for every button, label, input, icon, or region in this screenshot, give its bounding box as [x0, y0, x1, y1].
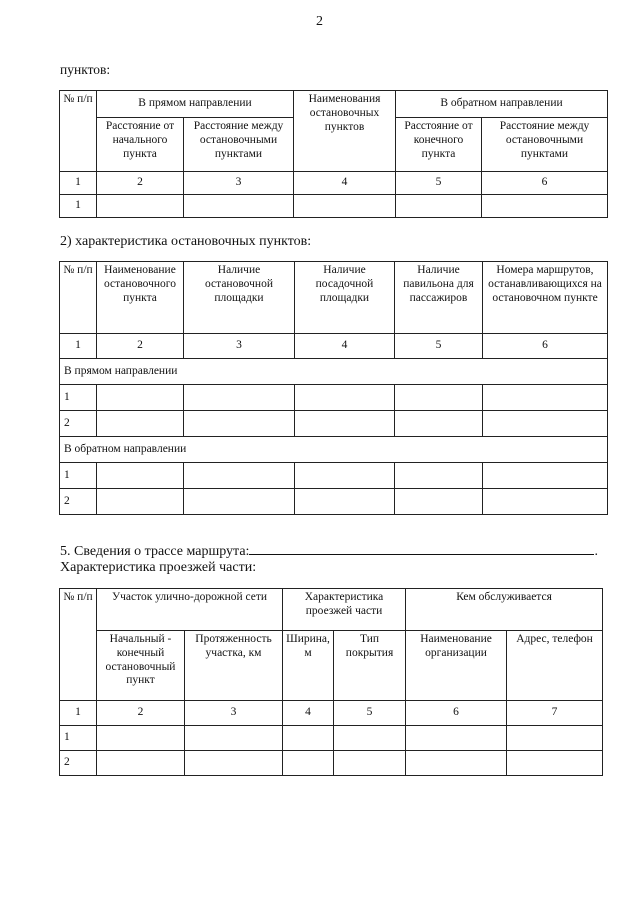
table-row	[60, 463, 608, 489]
table-cell	[483, 385, 608, 411]
served-by-header: Кем обслуживается	[406, 589, 603, 631]
route-numbers-header: Номера маршрутов, останавливающихся на остановочном пункте	[483, 262, 608, 334]
table-cell	[294, 195, 396, 218]
row-number: 1	[60, 195, 97, 218]
stop-name-header: Наименование остановочного пункта	[97, 262, 184, 334]
table-cell	[184, 463, 295, 489]
forward-direction-row	[60, 359, 608, 385]
col-num-header: № п/п	[60, 91, 97, 172]
intro-text: пунктов:	[60, 62, 111, 77]
table-header-row	[60, 91, 608, 118]
page-number: 2	[316, 14, 323, 29]
backward-direction-row	[60, 437, 608, 463]
table-cell	[482, 195, 608, 218]
table-cell	[507, 751, 603, 776]
col-number: 2	[97, 334, 184, 359]
table-cell	[184, 195, 294, 218]
col-number: 6	[483, 334, 608, 359]
col-number: 2	[97, 172, 184, 195]
col-number: 3	[185, 701, 283, 726]
table-cell	[395, 411, 483, 437]
dist-between-backward-header: Расстояние между остановочными пунктами	[482, 118, 608, 172]
column-number-row	[60, 334, 608, 359]
table-cell	[406, 751, 507, 776]
stops-characteristics-table	[59, 261, 608, 515]
table-cell	[295, 411, 395, 437]
row-number: 1	[60, 463, 97, 489]
column-number-row	[60, 172, 608, 195]
column-number-row	[60, 701, 603, 726]
table-cell	[283, 751, 334, 776]
table-cell	[97, 195, 184, 218]
table-cell	[295, 385, 395, 411]
col-number: 4	[295, 334, 395, 359]
table-cell	[334, 726, 406, 751]
table-cell	[97, 463, 184, 489]
table-cell	[97, 385, 184, 411]
table-cell	[334, 751, 406, 776]
row-number: 1	[60, 385, 97, 411]
col-num-header: № п/п	[60, 262, 97, 334]
col-number: 5	[395, 334, 483, 359]
table-cell	[184, 385, 295, 411]
col-number: 5	[396, 172, 482, 195]
table-cell	[483, 489, 608, 515]
col-number: 3	[184, 334, 295, 359]
row-number: 1	[60, 726, 97, 751]
section-5-title-line	[60, 542, 598, 560]
row-number: 2	[60, 411, 97, 437]
table-cell	[97, 726, 185, 751]
table-cell	[185, 726, 283, 751]
roadway-table	[59, 588, 603, 776]
table-cell	[295, 489, 395, 515]
table-subheader-row	[60, 631, 603, 701]
segment-length-header: Протяженность участка, км	[185, 631, 283, 701]
road-segment-header: Участок улично-дорожной сети	[97, 589, 283, 631]
table-cell	[185, 751, 283, 776]
stops-distance-table	[59, 90, 608, 218]
table-cell	[97, 411, 184, 437]
route-blank-line	[249, 542, 594, 555]
row-number: 2	[60, 751, 97, 776]
table-cell	[97, 489, 184, 515]
stop-platform-header: Наличие остановочной площадки	[184, 262, 295, 334]
dist-between-forward-header: Расстояние между остановочными пунктами	[184, 118, 294, 172]
section-5-subtitle: Характеристика проезжей части:	[60, 560, 257, 575]
table-row	[60, 385, 608, 411]
table-cell	[507, 726, 603, 751]
col-number: 7	[507, 701, 603, 726]
table-cell	[295, 463, 395, 489]
table-cell	[283, 726, 334, 751]
forward-direction-header: В прямом направлении	[97, 91, 294, 118]
table-cell	[184, 489, 295, 515]
col-number: 4	[283, 701, 334, 726]
col-num-header: № п/п	[60, 589, 97, 701]
width-header: Ширина, м	[283, 631, 334, 701]
table-cell	[483, 463, 608, 489]
backward-direction-label: В обратном направлении	[60, 437, 608, 463]
organization-name-header: Наименование организации	[406, 631, 507, 701]
table-header-row	[60, 262, 608, 334]
forward-direction-label: В прямом направлении	[60, 359, 608, 385]
table-row	[60, 726, 603, 751]
col-number: 4	[294, 172, 396, 195]
col-number: 6	[406, 701, 507, 726]
table-cell	[396, 195, 482, 218]
table-cell	[184, 411, 295, 437]
col-number: 1	[60, 701, 97, 726]
section-2-title: 2) характеристика остановочных пунктов:	[60, 234, 312, 249]
table-cell	[97, 751, 185, 776]
col-number: 3	[184, 172, 294, 195]
col-number: 6	[482, 172, 608, 195]
stop-names-header: Наименования остановочных пунктов	[294, 91, 396, 172]
roadway-characteristics-header: Характеристика проезжей части	[283, 589, 406, 631]
table-cell	[395, 385, 483, 411]
backward-direction-header: В обратном направлении	[396, 91, 608, 118]
dist-from-end-header: Расстояние от конечного пункта	[396, 118, 482, 172]
address-phone-header: Адрес, телефон	[507, 631, 603, 701]
table-cell	[406, 726, 507, 751]
row-number: 2	[60, 489, 97, 515]
dist-from-start-header: Расстояние от начального пункта	[97, 118, 184, 172]
table-row	[60, 411, 608, 437]
landing-platform-header: Наличие посадочной площадки	[295, 262, 395, 334]
table-row	[60, 489, 608, 515]
surface-type-header: Тип покрытия	[334, 631, 406, 701]
table-row	[60, 751, 603, 776]
table-cell	[483, 411, 608, 437]
col-number: 5	[334, 701, 406, 726]
section-5-end-mark: .	[594, 544, 598, 559]
table-header-row	[60, 589, 603, 631]
pavilion-header: Наличие павильона для пассажиров	[395, 262, 483, 334]
section-5-title: 5. Сведения о трассе маршрута:	[60, 544, 250, 559]
table-cell	[395, 463, 483, 489]
col-number: 2	[97, 701, 185, 726]
col-number: 1	[60, 172, 97, 195]
col-number: 1	[60, 334, 97, 359]
table-cell	[395, 489, 483, 515]
table-row	[60, 195, 608, 218]
start-end-stop-header: Начальный - конечный остановочный пункт	[97, 631, 185, 701]
